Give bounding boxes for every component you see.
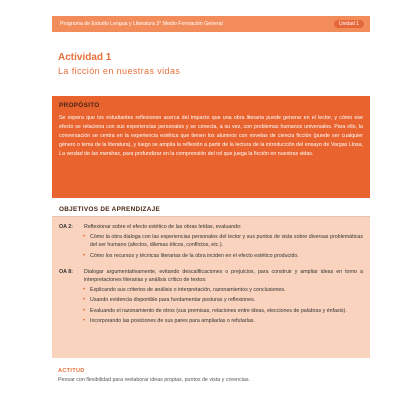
oa-bullet-text: Cómo los recursos y técnicas literarias de la obra inciden en el efecto estético producido. <box>90 252 299 259</box>
oa-code: OA 8: <box>59 268 73 275</box>
oa-text: Reflexionar sobre el efecto estético de las obras leídas, evaluando: <box>84 224 242 230</box>
program-title: Programa de Estudio Lengua y Literatura 3° Medio Formación General <box>60 21 223 27</box>
objetivos-heading: OBJETIVOS DE APRENDIZAJE <box>52 203 370 217</box>
proposito-text <box>59 114 363 159</box>
top-bar <box>0 0 400 38</box>
objetivos-box <box>52 217 370 358</box>
oa-bullet-text: Evaluando el razonamiento de otros (sus premisas, relaciones entre ideas, elecciones de palabras y énfasis). <box>90 307 347 314</box>
bullet-icon: • <box>83 297 86 304</box>
activity-subtitle: La ficción en nuestras vidas <box>58 66 181 76</box>
oa-bullet <box>83 317 363 325</box>
proposito-heading: PROPÓSITO <box>59 102 100 109</box>
unit-badge: Unidad 1 <box>334 20 364 28</box>
oa-item <box>59 223 363 231</box>
bullet-icon: • <box>83 234 86 241</box>
oa-code: OA 2: <box>59 224 73 230</box>
bullet-icon: • <box>83 307 86 314</box>
oa-text: Dialogar argumentativamente, evitando descalificaciones o prejuicios, para construir y ampliar ideas en torno a interpretaciones literarias y análisis crítico de textos: <box>84 268 363 284</box>
oa-bullet-text: Cómo la obra dialoga con las experiencias personales del lector y sus puntos de vista sobre diversas problemáticas del ser humano (afectos, dilemas éticos, conflictos, etc.). <box>90 234 363 249</box>
bullet-icon: • <box>83 287 86 294</box>
activity-title: Actividad 1 <box>58 52 112 63</box>
proposito-text-part-1: Se espera que los estudiantes reflexionen acerca del impacto que una obra literaria puede generar en el lector, y cómo ese efecto se relaciona con sus experiencias personales y se conecta, a su vez, con problemas humanos universales. Para ello, la conversación se centra en la experiencia estética que tienen los alumnos con novelas de ciencia ficción (puede ser cualquier género o tema de la literatura), y luego se amplía la reflexión a partir de la lectura de la introducción del ensayo de Vargas Llosa, <box>59 115 363 148</box>
oa-bullet-text: Usando evidencia disponible para fundamentar posturas y reflexiones. <box>90 297 256 304</box>
oa-bullet-text: Incorporando las posiciones de sus pares para ampliarlas o refutarlas. <box>90 317 255 324</box>
oa-bullet <box>83 252 363 260</box>
header-band <box>52 16 370 32</box>
oa-bullet <box>83 296 363 304</box>
oa-bullet <box>83 233 363 249</box>
oa-bullets <box>83 233 363 260</box>
bullet-icon: • <box>83 252 86 259</box>
proposito-box <box>52 96 370 198</box>
proposito-text-part-2: , para profundizar en la comprensión del rol que juega la ficción en nuestras vidas. <box>119 150 314 157</box>
oa-bullet-text: Explicando sus criterios de análisis o interpretación, razonamientos y conclusiones. <box>90 287 286 294</box>
bullet-icon: • <box>83 317 86 324</box>
oa-bullet <box>83 307 363 315</box>
actitud-text: Pensar con flexibilidad para reelaborar ideas propias, puntos de vista y creencias. <box>58 377 250 383</box>
proposito-book-title: La verdad de las mentiras <box>59 150 120 157</box>
oa-bullets <box>83 286 363 325</box>
oa-bullet <box>83 286 363 294</box>
actitud-heading: ACTITUD <box>58 368 85 374</box>
oa-item <box>59 268 363 284</box>
